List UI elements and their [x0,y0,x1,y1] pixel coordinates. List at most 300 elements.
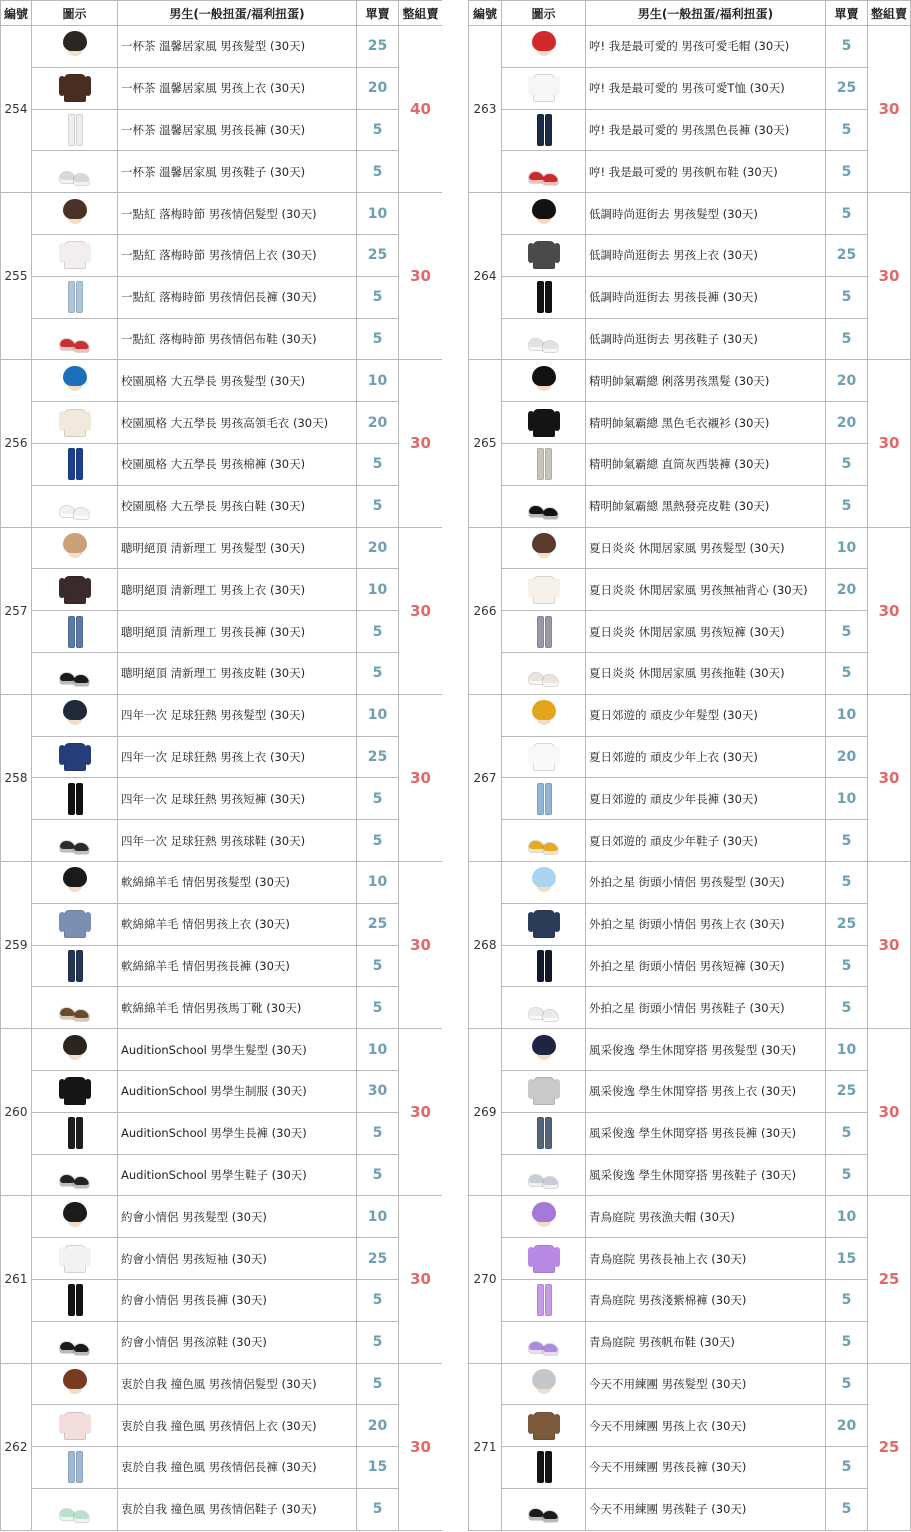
item-name: 低調時尚逛街去 男孩長褲 (30天) [586,276,826,318]
item-image [32,443,118,485]
hair-icon [527,697,561,733]
item-price: 5 [826,1488,868,1530]
table-row [1,26,443,68]
item-image [502,360,586,402]
item-price: 20 [826,360,868,402]
item-image [502,820,586,862]
item-name: AuditionSchool 男學生長褲 (30天) [118,1112,357,1154]
pants-icon [527,1449,561,1485]
item-price: 5 [357,443,399,485]
set-price: 30 [399,1363,443,1530]
item-name: 低調時尚逛街去 男孩鞋子 (30天) [586,318,826,360]
item-price: 20 [357,527,399,569]
table-row [469,527,911,569]
table-row [1,527,443,569]
shoes-icon [527,655,561,691]
item-image [32,1196,118,1238]
item-name: 校園風格 大五學長 男孩髮型 (30天) [118,360,357,402]
item-price: 15 [357,1447,399,1489]
item-price: 5 [826,1279,868,1321]
item-name: 四年一次 足球狂熱 男孩髮型 (30天) [118,694,357,736]
table-row [469,318,911,360]
set-price: 30 [868,527,911,694]
item-price: 5 [826,987,868,1029]
item-image [32,694,118,736]
set-price: 30 [399,861,443,1028]
item-image [502,736,586,778]
table-row [469,1238,911,1280]
item-price: 5 [826,485,868,527]
item-price: 10 [826,1029,868,1071]
table-row [469,945,911,987]
table-row [469,903,911,945]
table-row [469,402,911,444]
pants-icon [527,446,561,482]
shoes-icon [527,990,561,1026]
item-name: 軟綿綿羊毛 情侶男孩上衣 (30天) [118,903,357,945]
item-price: 10 [357,360,399,402]
item-price: 5 [826,1112,868,1154]
table-row [1,1405,443,1447]
pants-icon [58,279,92,315]
table-row [1,903,443,945]
item-image [502,527,586,569]
top-icon [527,405,561,441]
pants-icon [58,446,92,482]
item-price: 20 [826,569,868,611]
set-price: 30 [399,527,443,694]
hair-icon [527,864,561,900]
pants-icon [527,1282,561,1318]
hair-icon [58,1199,92,1235]
item-name: 一杯茶 溫馨居家風 男孩上衣 (30天) [118,67,357,109]
item-image [502,402,586,444]
item-image [502,485,586,527]
item-price: 5 [826,861,868,903]
header-img: 圖示 [502,1,586,26]
top-icon [58,1073,92,1109]
item-price: 20 [826,736,868,778]
item-price: 5 [357,1154,399,1196]
item-price: 5 [826,109,868,151]
item-image [502,1405,586,1447]
table-row [1,1279,443,1321]
set-number: 261 [1,1196,32,1363]
table-row [1,736,443,778]
item-price: 5 [357,1363,399,1405]
item-name: 夏日郊遊的 頑皮少年長褲 (30天) [586,778,826,820]
pants-icon [527,781,561,817]
item-image [502,1196,586,1238]
item-name: 低調時尚逛街去 男孩髮型 (30天) [586,193,826,235]
item-name: 青鳥庭院 男孩漁夫帽 (30天) [586,1196,826,1238]
item-image [32,1029,118,1071]
table-row [1,1488,443,1530]
item-image [32,945,118,987]
item-price: 5 [357,1279,399,1321]
item-image [32,276,118,318]
table-row [1,778,443,820]
hair-icon [527,363,561,399]
item-name: 夏日炎炎 休閒居家風 男孩無袖背心 (30天) [586,569,826,611]
item-name: 軟綿綿羊毛 情侶男孩長褲 (30天) [118,945,357,987]
item-price: 20 [357,402,399,444]
table-row [469,1112,911,1154]
shoes-icon [527,321,561,357]
header-row [1,1,443,26]
item-name: 夏日郊遊的 頑皮少年髮型 (30天) [586,694,826,736]
item-price: 5 [357,109,399,151]
item-name: 一點紅 落梅時節 男孩情侶布鞋 (30天) [118,318,357,360]
hair-icon [58,196,92,232]
pants-icon [58,948,92,984]
top-icon [58,237,92,273]
item-price: 5 [357,1112,399,1154]
table-row [1,1196,443,1238]
item-price: 5 [826,820,868,862]
set-price: 30 [868,861,911,1028]
right-price-table [468,0,907,1531]
item-image [32,1321,118,1363]
item-name: 校園風格 大五學長 男孩高領毛衣 (30天) [118,402,357,444]
item-image [502,861,586,903]
top-icon [527,70,561,106]
item-name: 一點紅 落梅時節 男孩情侶上衣 (30天) [118,234,357,276]
item-name: 今天不用練團 男孩髮型 (30天) [586,1363,826,1405]
item-name: 夏日郊遊的 頑皮少年鞋子 (30天) [586,820,826,862]
item-price: 5 [826,611,868,653]
item-name: 衷於自我 撞色風 男孩情侶鞋子 (30天) [118,1488,357,1530]
table-row [1,318,443,360]
set-price: 30 [868,1029,911,1196]
top-icon [58,70,92,106]
item-name: 青鳥庭院 男孩淺紫棉褲 (30天) [586,1279,826,1321]
item-image [502,234,586,276]
hair-icon [58,1366,92,1402]
item-image [502,1279,586,1321]
table-row [1,234,443,276]
pants-icon [527,1115,561,1151]
hair-icon [527,1366,561,1402]
top-icon [527,572,561,608]
table-row [469,1029,911,1071]
table-row [1,443,443,485]
table-row [469,360,911,402]
item-image [502,193,586,235]
item-image [32,26,118,68]
table-row [469,1154,911,1196]
item-name: 外拍之星 街頭小情侶 男孩上衣 (30天) [586,903,826,945]
pants-icon [527,948,561,984]
table-row [469,193,911,235]
set-number: 256 [1,360,32,527]
set-price: 30 [868,26,911,193]
table-row [469,820,911,862]
pants-icon [58,1449,92,1485]
item-price: 5 [357,1488,399,1530]
table-row [1,652,443,694]
item-name: 青鳥庭院 男孩帆布鞋 (30天) [586,1321,826,1363]
shoes-icon [58,321,92,357]
table-row [1,569,443,611]
item-price: 5 [357,987,399,1029]
table-row [469,778,911,820]
table-row [469,67,911,109]
item-price: 5 [357,945,399,987]
item-image [502,987,586,1029]
table-row [469,1196,911,1238]
item-price: 10 [357,1029,399,1071]
pants-icon [527,614,561,650]
table-row [469,1321,911,1363]
pants-icon [58,614,92,650]
shoes-icon [58,655,92,691]
item-price: 5 [357,318,399,360]
item-image [32,360,118,402]
item-price: 30 [357,1070,399,1112]
set-number: 271 [469,1363,502,1530]
hair-icon [527,28,561,64]
item-price: 5 [357,652,399,694]
table-row [1,1070,443,1112]
item-name: 風采俊逸 學生休閒穿搭 男孩上衣 (30天) [586,1070,826,1112]
set-price: 30 [399,1196,443,1363]
item-price: 5 [826,318,868,360]
item-price: 5 [357,820,399,862]
set-number: 257 [1,527,32,694]
item-price: 20 [826,402,868,444]
item-name: 今天不用練團 男孩長褲 (30天) [586,1447,826,1489]
item-name: 外拍之星 街頭小情侶 男孩短褲 (30天) [586,945,826,987]
table-row [1,1154,443,1196]
item-name: 低調時尚逛街去 男孩上衣 (30天) [586,234,826,276]
item-name: 夏日炎炎 休閒居家風 男孩拖鞋 (30天) [586,652,826,694]
item-name: 一點紅 落梅時節 男孩情侶髮型 (30天) [118,193,357,235]
item-price: 5 [826,443,868,485]
item-name: 軟綿綿羊毛 情侶男孩髮型 (30天) [118,861,357,903]
item-image [32,151,118,193]
top-icon [527,1408,561,1444]
item-name: 聰明絕頂 清新理工 男孩皮鞋 (30天) [118,652,357,694]
table-row [1,109,443,151]
table-row [469,987,911,1029]
hair-icon [527,530,561,566]
item-image [32,1238,118,1280]
set-number: 255 [1,193,32,360]
shoes-icon [58,990,92,1026]
table-row [1,1238,443,1280]
table-row [1,1112,443,1154]
price-table-right [468,0,911,1531]
top-icon [527,1073,561,1109]
top-icon [527,739,561,775]
item-price: 10 [826,1196,868,1238]
item-image [502,778,586,820]
item-name: 精明帥氣霸總 俐落男孩黑髮 (30天) [586,360,826,402]
top-icon [58,572,92,608]
table-row [469,485,911,527]
item-image [502,276,586,318]
pants-icon [527,279,561,315]
item-image [32,652,118,694]
item-image [502,26,586,68]
table-row [1,694,443,736]
item-name: 夏日炎炎 休閒居家風 男孩短褲 (30天) [586,611,826,653]
item-image [32,611,118,653]
item-image [502,611,586,653]
item-name: 校園風格 大五學長 男孩棉褲 (30天) [118,443,357,485]
shoes-icon [58,154,92,190]
table-row [469,569,911,611]
item-name: 聰明絕頂 清新理工 男孩上衣 (30天) [118,569,357,611]
item-price: 10 [826,694,868,736]
item-price: 5 [357,151,399,193]
item-image [32,234,118,276]
item-price: 5 [826,1321,868,1363]
item-image [502,1363,586,1405]
item-name: 風采俊逸 學生休閒穿搭 男孩長褲 (30天) [586,1112,826,1154]
item-name: 約會小情侶 男孩涼鞋 (30天) [118,1321,357,1363]
item-image [32,1154,118,1196]
pants-icon [58,1282,92,1318]
table-row [469,151,911,193]
hair-icon [58,1032,92,1068]
price-table-left [0,0,443,1531]
shoes-icon [527,1491,561,1527]
item-image [502,1070,586,1112]
item-image [502,945,586,987]
shoes-icon [58,1324,92,1360]
item-name: 哼! 我是最可愛的 男孩黑色長褲 (30天) [586,109,826,151]
item-image [502,109,586,151]
item-name: 軟綿綿羊毛 情侶男孩馬丁靴 (30天) [118,987,357,1029]
pants-icon [58,1115,92,1151]
item-image [502,1321,586,1363]
table-row [1,1321,443,1363]
item-price: 20 [826,1405,868,1447]
shoes-icon [527,1157,561,1193]
set-number: 269 [469,1029,502,1196]
item-image [502,652,586,694]
item-price: 5 [826,26,868,68]
table-row [1,193,443,235]
item-name: 約會小情侶 男孩髮型 (30天) [118,1196,357,1238]
item-image [32,778,118,820]
set-number: 258 [1,694,32,861]
table-row [1,360,443,402]
shoes-icon [527,1324,561,1360]
table-row [1,402,443,444]
shoes-icon [527,823,561,859]
set-price: 30 [399,694,443,861]
pants-icon [58,112,92,148]
item-image [32,1363,118,1405]
set-number: 265 [469,360,502,527]
item-price: 10 [357,569,399,611]
table-row [469,1488,911,1530]
item-price: 5 [357,778,399,820]
item-name: 四年一次 足球狂熱 男孩球鞋 (30天) [118,820,357,862]
item-image [502,151,586,193]
set-number: 270 [469,1196,502,1363]
item-price: 5 [826,652,868,694]
item-image [32,318,118,360]
table-row [469,611,911,653]
item-price: 25 [826,67,868,109]
item-price: 10 [357,193,399,235]
item-image [32,1279,118,1321]
item-image [32,1112,118,1154]
table-row [469,1070,911,1112]
table-row [469,694,911,736]
item-price: 10 [357,861,399,903]
table-row [1,1363,443,1405]
shoes-icon [58,1157,92,1193]
item-name: 校園風格 大五學長 男孩白鞋 (30天) [118,485,357,527]
item-price: 25 [357,1238,399,1280]
item-name: 精明帥氣霸總 黑色毛衣襯衫 (30天) [586,402,826,444]
item-image [32,1488,118,1530]
item-name: 精明帥氣霸總 直筒灰西裝褲 (30天) [586,443,826,485]
set-number: 266 [469,527,502,694]
item-price: 25 [357,26,399,68]
item-name: AuditionSchool 男學生鞋子 (30天) [118,1154,357,1196]
item-name: 精明帥氣霸總 黑熱發亮皮鞋 (30天) [586,485,826,527]
item-price: 25 [357,736,399,778]
table-row [469,234,911,276]
item-price: 5 [826,1363,868,1405]
header-name: 男生(一般扭蛋/福利扭蛋) [586,1,826,26]
item-image [32,109,118,151]
hair-icon [58,697,92,733]
table-row [469,1405,911,1447]
item-image [502,1238,586,1280]
item-name: 衷於自我 撞色風 男孩情侶髮型 (30天) [118,1363,357,1405]
column-gap [442,0,468,1532]
table-row [469,109,911,151]
table-row [1,1447,443,1489]
set-price: 30 [868,694,911,861]
item-name: 四年一次 足球狂熱 男孩短褲 (30天) [118,778,357,820]
item-image [502,1154,586,1196]
item-price: 10 [357,694,399,736]
item-name: 衷於自我 撞色風 男孩情侶上衣 (30天) [118,1405,357,1447]
item-image [32,820,118,862]
hair-icon [58,530,92,566]
pants-icon [58,781,92,817]
top-icon [527,906,561,942]
item-name: 哼! 我是最可愛的 男孩帆布鞋 (30天) [586,151,826,193]
item-name: 今天不用練團 男孩上衣 (30天) [586,1405,826,1447]
top-icon [527,1241,561,1277]
shoes-icon [527,488,561,524]
header-row [469,1,911,26]
item-image [502,569,586,611]
table-row [469,1279,911,1321]
header-set: 整組賣 [868,1,911,26]
item-name: 一杯茶 溫馨居家風 男孩長褲 (30天) [118,109,357,151]
item-price: 20 [357,67,399,109]
set-number: 254 [1,26,32,193]
item-name: 外拍之星 街頭小情侶 男孩鞋子 (30天) [586,987,826,1029]
item-name: 約會小情侶 男孩短袖 (30天) [118,1238,357,1280]
shoes-icon [58,1491,92,1527]
item-name: 衷於自我 撞色風 男孩情侶長褲 (30天) [118,1447,357,1489]
item-name: 約會小情侶 男孩長褲 (30天) [118,1279,357,1321]
top-icon [58,1408,92,1444]
hair-icon [58,363,92,399]
item-image [502,1447,586,1489]
